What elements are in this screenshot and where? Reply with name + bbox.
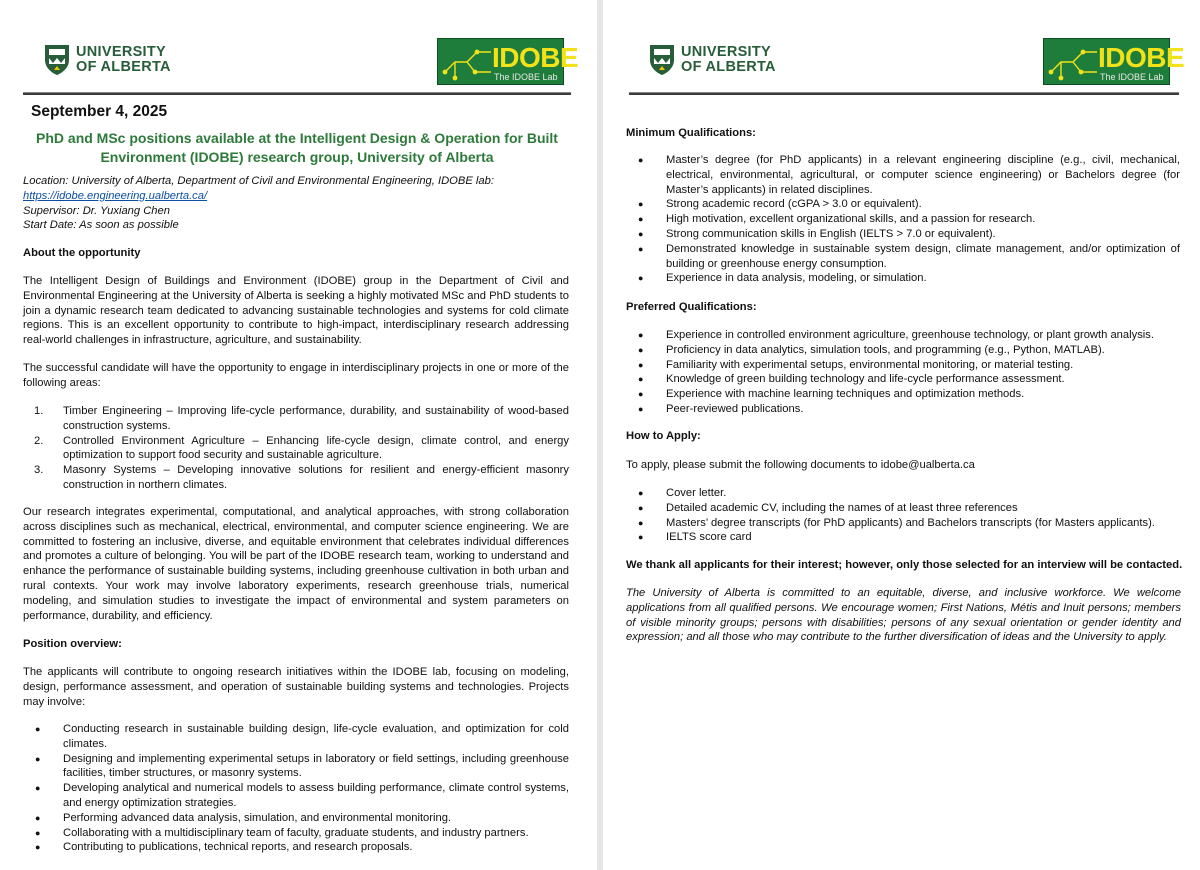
list-item: ● IELTS score card — [626, 530, 1180, 545]
header-rule — [629, 92, 1179, 95]
university-of-alberta-logo — [649, 40, 776, 80]
lab-subtitle: The IDOBE Lab — [1100, 72, 1164, 82]
circuit-graphic-icon — [1047, 42, 1099, 82]
posting-date: September 4, 2025 — [31, 103, 168, 120]
list-item: ● Strong academic record (cGPA > 3.0 or equivalent). — [626, 197, 1180, 212]
lab-name: IDOBE — [492, 42, 579, 73]
research-areas-list — [23, 404, 569, 493]
list-item: ● Master’s degree (for PhD applicants) in a relevant engineering discipline (e.g., civil, mechanical, electrical, environmental, agricultural, or computer science engineering) or Bachelors degree (for Master’s applicants) in related disciplines. — [626, 153, 1180, 197]
list-item: 3. Masonry Systems – Developing innovative solutions for resilient and energy-efficient masonry construction in northern climates. — [34, 464, 569, 491]
list-item: ● Familiarity with experimental setups, environmental monitoring, or material testing. — [626, 358, 1180, 373]
minimum-qualifications-list — [626, 153, 1180, 286]
list-item: ● Strong communication skills in English (IELTS > 7.0 or equivalent). — [626, 227, 1180, 242]
logo-line-2: OF ALBERTA — [681, 59, 776, 75]
list-item: ● Demonstrated knowledge in sustainable system design, climate management, and/or optimization of building or greenhouse energy consumption. — [626, 242, 1180, 272]
list-item: 1. Timber Engineering – Improving life-cycle performance, durability, and sustainability of wood-based construction systems. — [34, 405, 569, 432]
list-item: 2. Controlled Environment Agriculture – Enhancing life-cycle design, climate control, and energy optimization to support food security and sustainable agriculture. — [34, 434, 569, 462]
logo-line-1: UNIVERSITY — [76, 44, 167, 60]
list-item: ● Performing advanced data analysis, simulation, and environmental monitoring. — [23, 811, 569, 826]
list-item: ● Cover letter. — [626, 486, 1180, 501]
circuit-graphic-icon — [441, 42, 493, 82]
university-of-alberta-logo — [44, 40, 171, 80]
list-item: ● Experience in controlled environment agriculture, greenhouse technology, or plant growth analysis. — [626, 328, 1180, 343]
about-heading: About the opportunity — [23, 247, 141, 259]
shield-icon — [44, 44, 70, 76]
logo-line-1: UNIVERSITY — [681, 44, 772, 60]
start-date-text: Start Date: As soon as possible — [23, 219, 179, 232]
page-title: PhD and MSc positions available at the Intelligent Design & Operation for Built Environment (IDOBE) research group, University of Alberta — [36, 130, 558, 165]
document-page-1 — [0, 0, 597, 870]
application-documents-list — [626, 486, 1180, 545]
preferred-qualifications-list — [626, 328, 1180, 417]
preferred-qualifications-heading: Preferred Qualifications: — [626, 301, 757, 313]
overview-paragraph: The applicants will contribute to ongoing research initiatives within the IDOBE lab, focusing on modeling, design, performance assessment, and operation of sustainable building systems and technologies. Projects may involve: — [23, 666, 569, 708]
lab-website-link[interactable]: https://idobe.engineering.ualberta.ca/ — [23, 189, 208, 202]
lab-name: IDOBE — [1098, 42, 1185, 73]
idobe-lab-logo — [437, 38, 579, 85]
supervisor-text: Supervisor: Dr. Yuxiang Chen — [23, 204, 170, 217]
about-paragraph-3: Our research integrates experimental, computational, and analytical approaches, with strong collaboration across disciplines such as mechanical, electrical, environmental, and computer science engineering. We are committed to fostering an inclusive, diverse, and equitable environment that celebrates individual differences and promotes a culture of belonging. You will be part of the IDOBE research team, working to understand and enhance the performance of sustainable building systems, including greenhouse cultivation in both urban and rural contexts. Your work may involve laboratory experiments, research greenhouse trials, numerical modeling, and simulation studies to investigate the impact of environmental and system parameters on performance, durability, and efficiency. — [23, 506, 569, 622]
about-paragraph-1: The Intelligent Design of Buildings and Environment (IDOBE) group in the Department of Civil and Environmental Engineering at the University of Alberta is seeking a highly motivated MSc and PhD students to join a dynamic research team dedicated to advancing sustainable technologies and systems for cold climate regions. This is an excellent opportunity to contribute to high-impact, interdisciplinary research addressing real-world challenges in infrastructure, agriculture, and sustainability. — [23, 275, 569, 347]
location-text: Location: University of Alberta, Department of Civil and Environmental Engineering, IDOBE lab: — [23, 175, 494, 187]
lab-subtitle: The IDOBE Lab — [494, 72, 558, 82]
list-item: ● Experience with machine learning techniques and optimization methods. — [626, 387, 1180, 402]
header-rule — [23, 92, 571, 95]
project-items-list — [23, 722, 569, 855]
job-details — [23, 174, 571, 233]
idobe-lab-logo — [1043, 38, 1185, 85]
document-page-2 — [603, 0, 1200, 870]
minimum-qualifications-heading: Minimum Qualifications: — [626, 127, 756, 139]
list-item: ● High motivation, excellent organizational skills, and a passion for research. — [626, 212, 1180, 227]
list-item: ● Experience in data analysis, modeling, or simulation. — [626, 271, 1180, 286]
list-item: ● Detailed academic CV, including the names of at least three references — [626, 501, 1180, 516]
list-item: ● Conducting research in sustainable building design, life-cycle evaluation, and optimization for cold climates. — [23, 722, 569, 752]
overview-heading: Position overview: — [23, 638, 122, 650]
list-item: ● Proficiency in data analytics, simulation tools, and programming (e.g., Python, MATLAB). — [626, 343, 1180, 358]
shield-icon — [649, 44, 675, 76]
how-to-apply-heading: How to Apply: — [626, 430, 701, 442]
about-paragraph-2: The successful candidate will have the opportunity to engage in interdisciplinary projects in one or more of the following areas: — [23, 362, 569, 389]
list-item: ● Masters’ degree transcripts (for PhD applicants) and Bachelors transcripts (for Masters applicants). — [626, 516, 1180, 531]
equity-statement: The University of Alberta is committed to an equitable, diverse, and inclusive workforce. We welcome applications from all qualified persons. We encourage women; First Nations, Métis and Inuit persons; members of visible minority groups; persons with disabilities; persons of any sexual orientation or gender identity and expression; and all those who may contribute to the further diversification of ideas and the University to apply. — [626, 587, 1181, 644]
list-item: ● Peer-reviewed publications. — [626, 402, 1180, 417]
logo-line-2: OF ALBERTA — [76, 59, 171, 75]
list-item: ● Developing analytical and numerical models to assess building performance, climate control systems, and energy optimization strategies. — [23, 781, 569, 811]
list-item: ● Contributing to publications, technical reports, and research proposals. — [23, 840, 569, 855]
list-item: ● Knowledge of green building technology and life-cycle performance assessment. — [626, 372, 1180, 387]
thanks-note: We thank all applicants for their interest; however, only those selected for an interview will be contacted. — [626, 559, 1183, 571]
list-item: ● Designing and implementing experimental setups in laboratory or field settings, including greenhouse facilities, timber structures, or masonry systems. — [23, 752, 569, 782]
apply-intro: To apply, please submit the following documents to idobe@ualberta.ca — [626, 459, 975, 471]
list-item: ● Collaborating with a multidisciplinary team of faculty, graduate students, and industry partners. — [23, 826, 569, 841]
